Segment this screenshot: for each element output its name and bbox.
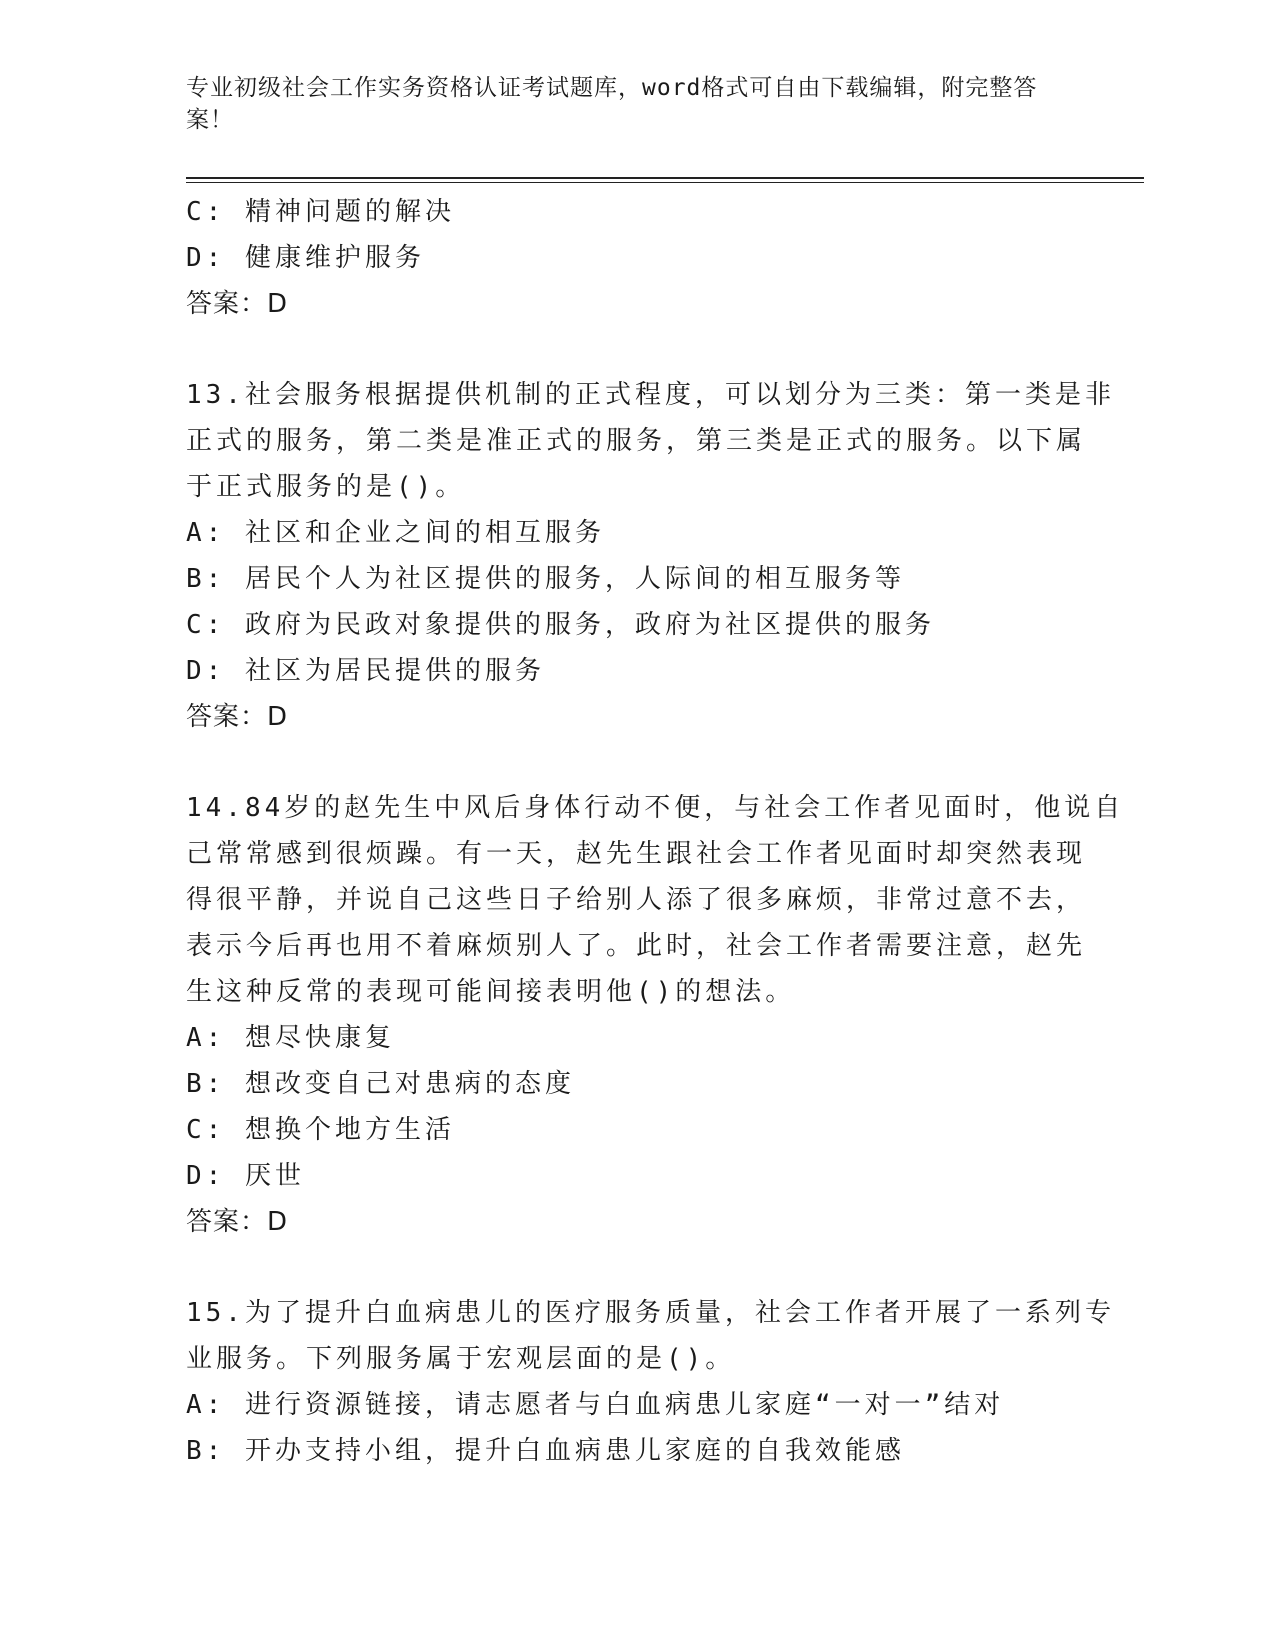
option-d: D: 社区为居民提供的服务 (186, 656, 545, 686)
option-a: A: 想尽快康复 (186, 1023, 395, 1053)
option-c: C: 想换个地方生活 (186, 1115, 455, 1145)
question-15 (186, 1290, 1115, 1474)
question-text-line: 15.为了提升白血病患儿的医疗服务质量，社会工作者开展了一系列专 (186, 1298, 1115, 1328)
option-d: D: 厌世 (186, 1161, 305, 1191)
option-b: B: 想改变自己对患病的态度 (186, 1069, 575, 1099)
question-text-line: 己常常感到很烦躁。有一天，赵先生跟社会工作者见面时却突然表现 (186, 839, 1087, 869)
answer-line: 答案：D (186, 702, 289, 732)
option-c: C: 政府为民政对象提供的服务，政府为社区提供的服务 (186, 610, 935, 640)
question-text-line: 生这种反常的表现可能间接表明他()的想法。 (186, 977, 796, 1007)
question-text-line: 13.社会服务根据提供机制的正式程度，可以划分为三类：第一类是非 (186, 380, 1115, 410)
answer-line: 答案：D (186, 289, 289, 319)
option-b: B: 居民个人为社区提供的服务，人际间的相互服务等 (186, 564, 905, 594)
option-a: A: 进行资源链接，请志愿者与白血病患儿家庭“一对一”结对 (186, 1390, 1005, 1420)
option-c: C: 精神问题的解决 (186, 197, 455, 227)
page-header: 专业初级社会工作实务资格认证考试题库，word格式可自由下载编辑，附完整答案！ (186, 75, 1038, 133)
option-d: D: 健康维护服务 (186, 243, 425, 273)
question-text-line: 14.84岁的赵先生中风后身体行动不便，与社会工作者见面时，他说自 (186, 793, 1125, 823)
answer-line: 答案：D (186, 1207, 289, 1237)
question-content (186, 189, 1125, 1474)
header-divider-thin (186, 182, 1144, 183)
option-b: B: 开办支持小组，提升白血病患儿家庭的自我效能感 (186, 1436, 905, 1466)
question-13 (186, 372, 1115, 740)
question-text-line: 于正式服务的是()。 (186, 472, 466, 502)
question-text-line: 得很平静，并说自己这些日子给别人添了很多麻烦，非常过意不去， (186, 885, 1087, 915)
option-a: A: 社区和企业之间的相互服务 (186, 518, 605, 548)
question-14 (186, 785, 1125, 1245)
question-text-line: 表示今后再也用不着麻烦别人了。此时，社会工作者需要注意，赵先 (186, 931, 1087, 961)
question-text-line: 正式的服务，第二类是准正式的服务，第三类是正式的服务。以下属 (186, 426, 1087, 456)
header-divider-thick (186, 177, 1144, 179)
question-text-line: 业服务。下列服务属于宏观层面的是()。 (186, 1344, 736, 1374)
